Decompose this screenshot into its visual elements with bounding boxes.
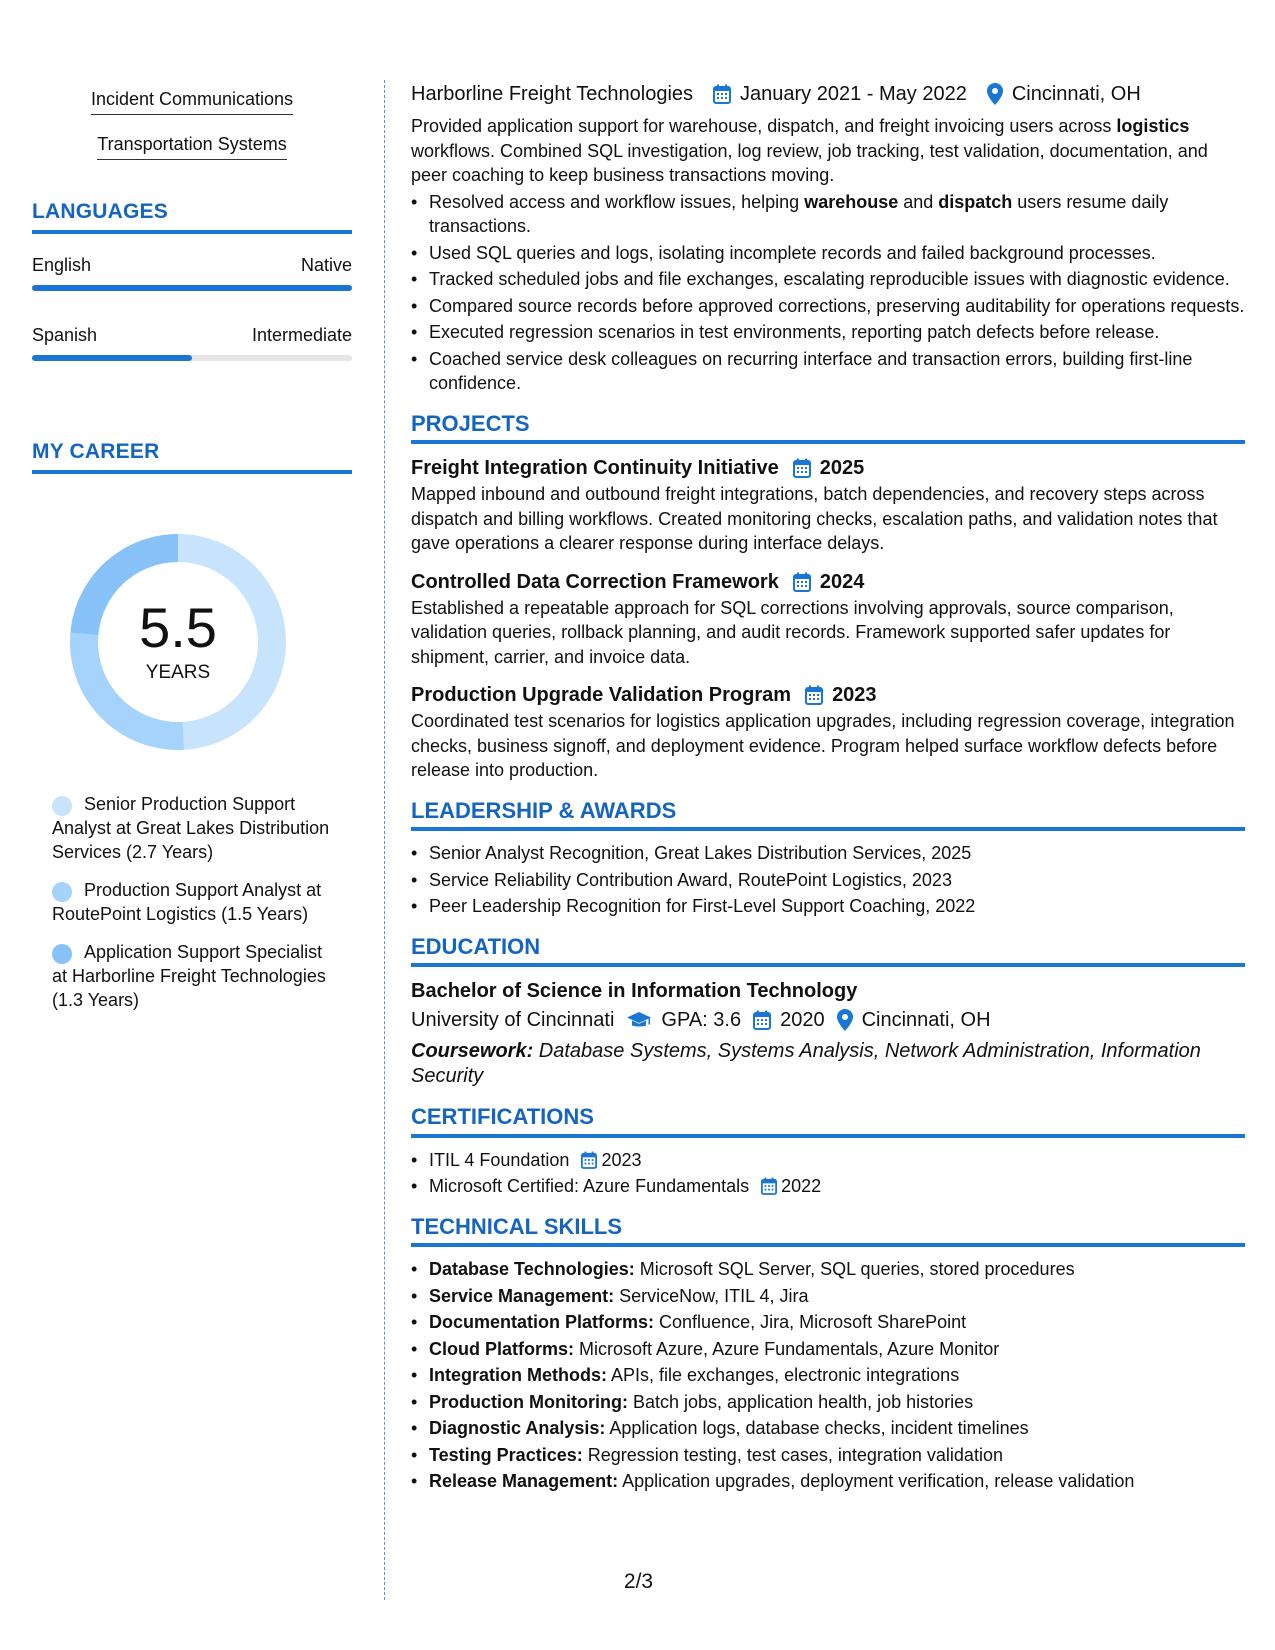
job-summary: Provided application support for warehouse, dispatch, and freight invoicing users across logistics workflows. Combined SQL investigation, log review, job tracking, test validation, documentation, and peer coaching to keep business transactions moving.: [411, 116, 1208, 185]
certification-year: 2023: [601, 1149, 642, 1170]
career-total-value: 5.5: [139, 596, 217, 659]
project-description: Mapped inbound and outbound freight integrations, batch dependencies, and recovery steps across dispatch and billing workflows. Created monitoring checks, escalation paths, and validation notes that gave operations a clearer response during interface delays.: [411, 484, 1218, 553]
calendar-icon: [805, 685, 823, 705]
language-level: Native: [300, 255, 352, 275]
education-details: [411, 1005, 1245, 1035]
project-description: Established a repeatable approach for SQL corrections involving approvals, source comparison, validation queries, rollback planning, and audit records. Framework supported safer updates for shipment, carrier, and invoice data.: [411, 597, 1174, 667]
skill-item: • Database Technologies: Microsoft SQL Server, SQL queries, stored procedures: [429, 1257, 1245, 1282]
skill-item: • Documentation Platforms: Confluence, Jira, Microsoft SharePoint: [429, 1310, 1245, 1335]
certification-name: • Microsoft Certified: Azure Fundamentals: [429, 1176, 750, 1196]
project-title-row: [411, 568, 1245, 596]
calendar-icon: [793, 572, 811, 592]
skill-item: • Diagnostic Analysis: Application logs, database checks, incident timelines: [429, 1416, 1245, 1441]
project-title-row: [411, 681, 1245, 709]
project-title-row: [411, 454, 1245, 482]
job-header: [411, 80, 1245, 108]
job-bullet: • Resolved access and workflow issues, helping warehouse and dispatch users resume daily transactions.: [429, 190, 1245, 239]
language-proficiency-bar: [32, 285, 352, 291]
education-coursework: [411, 1039, 1245, 1089]
graduation-cap-icon: [626, 1011, 652, 1029]
skill-item: • Service Management: ServiceNow, ITIL 4, Jira: [429, 1284, 1245, 1309]
leadership-item: • Peer Leadership Recognition for First-Level Support Coaching, 2022: [429, 894, 1245, 919]
job-bullet: • Executed regression scenarios in test environments, reporting patch defects before release.: [429, 320, 1245, 345]
skills-heading: TECHNICAL SKILLS: [411, 1215, 1245, 1248]
certification-item: [429, 1174, 1245, 1199]
job-bullet: • Coached service desk colleagues on recurring interface and transaction errors, building first-line confidence.: [429, 347, 1245, 396]
calendar-icon: [793, 458, 811, 478]
project-title: Production Upgrade Validation Program: [411, 684, 792, 706]
projects-heading: PROJECTS: [411, 412, 1245, 445]
education-year: 2020: [780, 1009, 825, 1031]
career-item: [52, 878, 342, 926]
main-content: [411, 80, 1245, 1496]
language-proficiency-fill: [32, 285, 352, 291]
education-gpa: GPA: 3.6: [661, 1009, 742, 1031]
leadership-item: • Senior Analyst Recognition, Great Lakes Distribution Services, 2025: [429, 841, 1245, 866]
leadership-item: • Service Reliability Contribution Award, RoutePoint Logistics, 2023: [429, 868, 1245, 893]
career-legend-dot: [52, 882, 72, 902]
page-number: 2/3: [623, 1570, 654, 1593]
language-name: English: [32, 255, 92, 275]
certifications-list: [411, 1148, 1245, 1199]
calendar-icon: [753, 1010, 771, 1030]
languages-heading: LANGUAGES: [32, 200, 352, 234]
job-bullets: [411, 190, 1245, 396]
calendar-icon: [713, 84, 731, 104]
language-row: [32, 253, 352, 277]
calendar-icon: [761, 1177, 777, 1195]
skills-list: [411, 1257, 1245, 1494]
location-pin-icon: [987, 83, 1003, 105]
career-list: [52, 792, 342, 1026]
certifications-heading: CERTIFICATIONS: [411, 1105, 1245, 1138]
career-item-text: Application Support Specialist at Harborline Freight Technologies (1.3 Years): [52, 942, 326, 1010]
column-divider: [384, 80, 385, 1600]
skill-item: • Release Management: Application upgrades, deployment verification, release validation: [429, 1469, 1245, 1494]
job-bullet: • Tracked scheduled jobs and file exchanges, escalating reproducible issues with diagnostic evidence.: [429, 267, 1245, 292]
project-year: 2024: [819, 570, 865, 593]
language-level: Intermediate: [251, 325, 352, 345]
education-location: Cincinnati, OH: [861, 1009, 991, 1031]
career-legend-dot: [52, 944, 72, 964]
language-name: Spanish: [32, 325, 98, 345]
skill-item: • Cloud Platforms: Microsoft Azure, Azure Fundamentals, Azure Monitor: [429, 1337, 1245, 1362]
interest-tag: Incident Communications: [91, 87, 293, 115]
summary-keyword: logistics: [1116, 116, 1190, 136]
career-heading: MY CAREER: [32, 440, 352, 474]
career-item: [52, 792, 342, 864]
skill-item: • Production Monitoring: Batch jobs, application health, job histories: [429, 1390, 1245, 1415]
job-location: Cincinnati, OH: [1011, 83, 1141, 105]
project-title: Controlled Data Correction Framework: [411, 570, 779, 593]
company-name: Harborline Freight Technologies: [411, 83, 694, 105]
job-dates: January 2021 - May 2022: [740, 83, 967, 105]
language-row: [32, 323, 352, 347]
career-donut-center: [66, 530, 290, 754]
interest-tag: Transportation Systems: [97, 132, 286, 160]
certification-name: • ITIL 4 Foundation: [429, 1149, 570, 1170]
job-bullet: • Used SQL queries and logs, isolating incomplete records and failed background processes.: [429, 241, 1245, 266]
coursework-list: Database Systems, Systems Analysis, Network Administration, Information Security: [411, 1040, 1201, 1087]
skill-item: • Integration Methods: APIs, file exchanges, electronic integrations: [429, 1363, 1245, 1388]
project-title: Freight Integration Continuity Initiative: [411, 457, 779, 479]
certification-item: [429, 1148, 1245, 1173]
education-degree: Bachelor of Science in Information Technology: [411, 980, 858, 1002]
calendar-icon: [581, 1151, 597, 1169]
certification-year: 2022: [781, 1176, 822, 1196]
language-proficiency-bar: [32, 355, 352, 361]
leadership-heading: LEADERSHIP & AWARDS: [411, 799, 1245, 832]
skill-item: • Testing Practices: Regression testing, test cases, integration validation: [429, 1443, 1245, 1468]
career-item-text: Senior Production Support Analyst at Great Lakes Distribution Services (2.7 Years): [52, 794, 330, 862]
language-proficiency-fill: [32, 355, 192, 361]
project-year: 2023: [832, 684, 877, 706]
career-item-text: Production Support Analyst at RoutePoint Logistics (1.5 Years): [52, 880, 322, 924]
job-bullet: • Compared source records before approved corrections, preserving auditability for operations requests.: [429, 294, 1245, 319]
career-item: [52, 940, 342, 1012]
location-pin-icon: [837, 1009, 853, 1031]
project-description: Coordinated test scenarios for logistics application upgrades, including regression coverage, integration checks, business signoff, and deployment evidence. Program helped surface workflow defects before release into production.: [411, 711, 1235, 780]
education-school: University of Cincinnati: [411, 1009, 615, 1031]
leadership-list: [411, 841, 1245, 919]
project-year: 2025: [819, 457, 865, 479]
education-heading: EDUCATION: [411, 935, 1245, 968]
coursework-label: Coursework:: [411, 1040, 534, 1062]
career-legend-dot: [52, 796, 72, 816]
career-donut-chart: [66, 530, 290, 754]
career-total-unit: YEARS: [145, 662, 211, 683]
